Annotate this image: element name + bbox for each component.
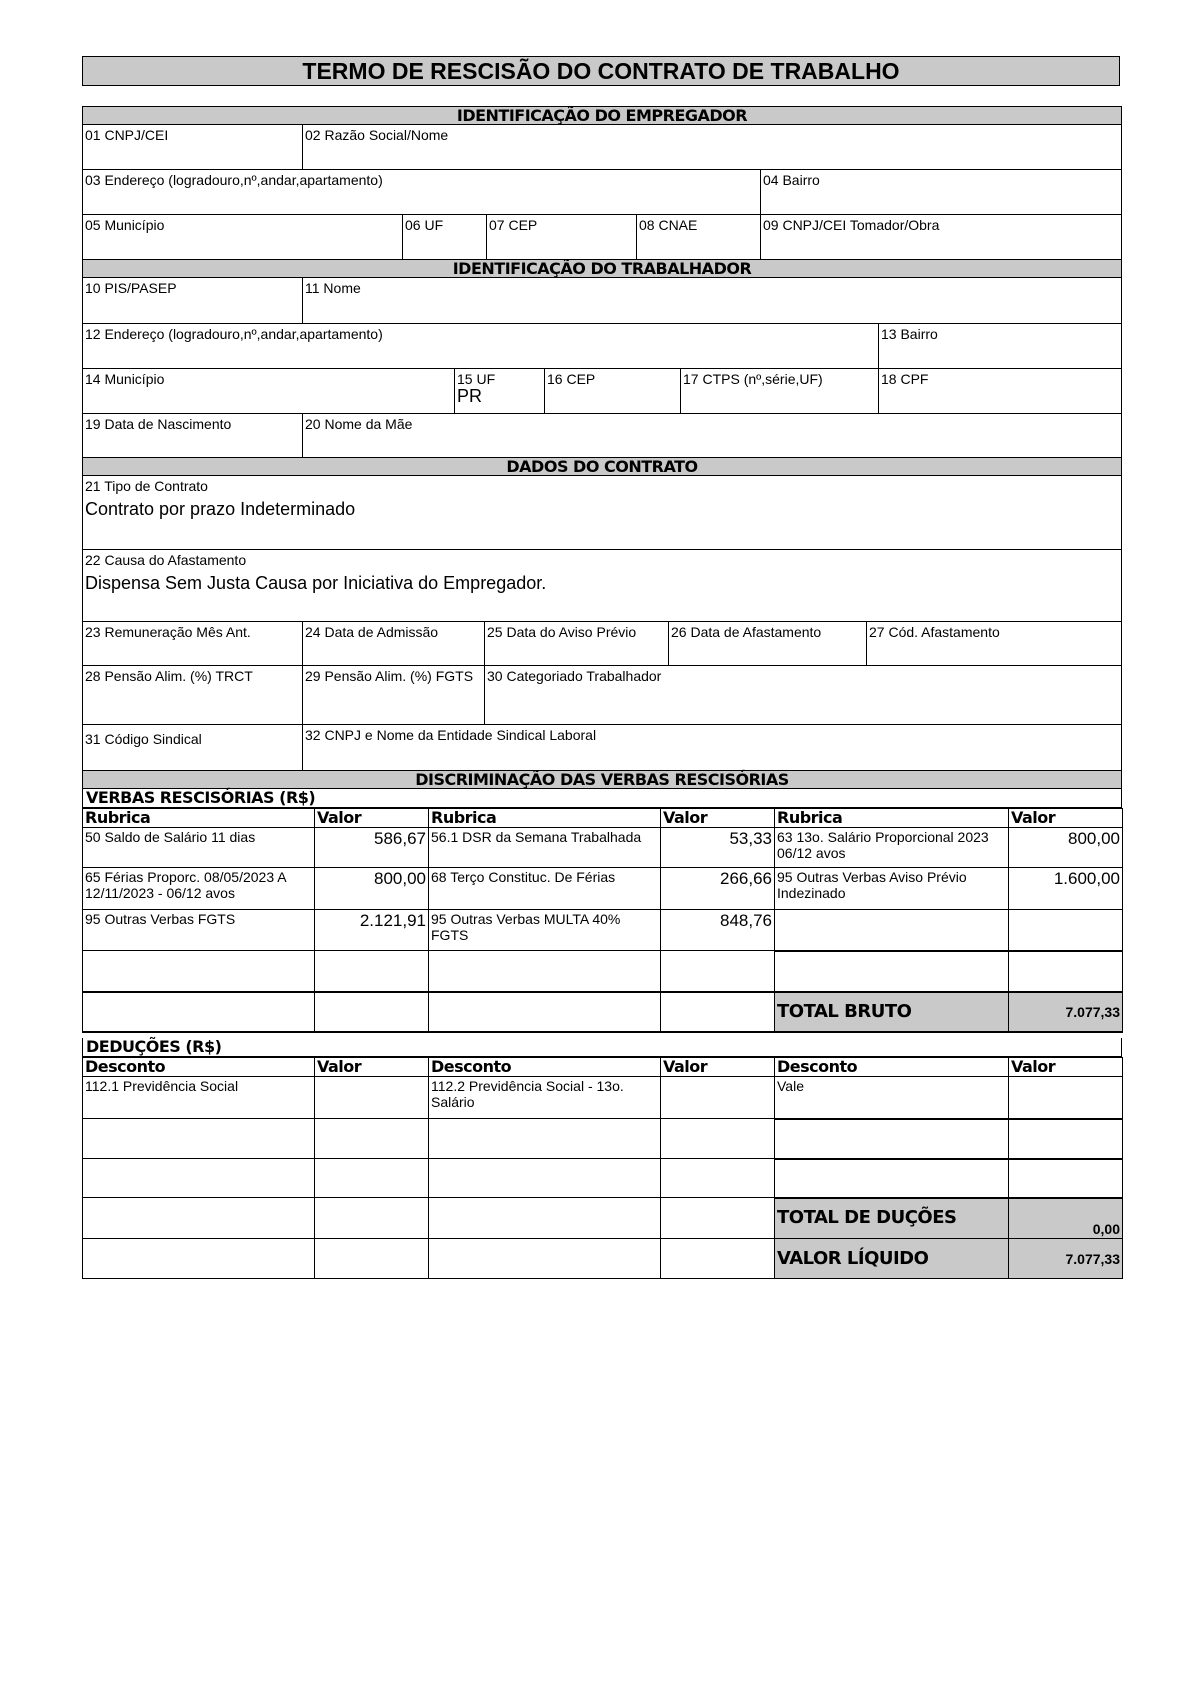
field-ctps: 17 CTPS (nº,série,UF)	[680, 369, 878, 414]
section-header-discriminacao: DISCRIMINAÇÃO DAS VERBAS RESCISÓRIAS	[82, 770, 1122, 789]
field-endereco-trabalhador: 12 Endereço (logradouro,nº,andar,apartamento)	[82, 324, 878, 369]
col-header-desconto: Desconto	[775, 1058, 1009, 1077]
section-header-contrato: DADOS DO CONTRATO	[82, 457, 1122, 476]
total-deducoes-value: 0,00	[1009, 1198, 1123, 1239]
col-header-desconto: Desconto	[429, 1058, 661, 1077]
desconto-cell: 112.2 Previdência Social - 13o. Salário	[429, 1077, 661, 1119]
rubrica-cell: 68 Terço Constituc. De Férias	[429, 868, 661, 910]
field-endereco-empregador: 03 Endereço (logradouro,nº,andar,apartamento)	[82, 170, 760, 215]
valor-liquido-label: VALOR LÍQUIDO	[777, 1247, 929, 1269]
field-data-nascimento: 19 Data de Nascimento	[82, 414, 302, 458]
section-header-empregador: IDENTIFICAÇÃO DO EMPREGADOR	[82, 106, 1122, 125]
table-row	[83, 1239, 1123, 1279]
valor-cell: 266,66	[661, 868, 775, 910]
total-bruto-value: 7.077,33	[1009, 992, 1123, 1032]
rubrica-cell: 95 Outras Verbas FGTS	[83, 910, 315, 951]
field-causa-afastamento: 22 Causa do Afastamento Dispensa Sem Justa Causa por Iniciativa do Empregador.	[82, 550, 1122, 622]
uf-value: PR	[457, 386, 483, 406]
table-row	[83, 910, 1123, 951]
table-row	[83, 1159, 1123, 1198]
field-cpf: 18 CPF	[878, 369, 1122, 414]
field-entidade-sindical: 32 CNPJ e Nome da Entidade Sindical Laboral	[302, 725, 1122, 771]
col-header-rubrica: Rubrica	[429, 809, 661, 828]
col-header-valor: Valor	[661, 809, 775, 828]
valor-cell: 586,67	[315, 828, 429, 868]
valor-cell: 848,76	[661, 910, 775, 951]
field-uf-empregador: 06 UF	[402, 215, 486, 260]
col-header-valor: Valor	[315, 1058, 429, 1077]
col-header-rubrica: Rubrica	[775, 809, 1009, 828]
causa-afastamento-value: Dispensa Sem Justa Causa por Iniciativa do Empregador.	[85, 573, 547, 593]
table-row	[83, 951, 1123, 992]
table-row	[83, 1077, 1123, 1119]
deducoes-table	[82, 1057, 1123, 1279]
table-row	[83, 992, 1123, 1032]
field-bairro-empregador: 04 Bairro	[760, 170, 1122, 215]
field-remuneracao: 23 Remuneração Mês Ant.	[82, 622, 302, 666]
field-pensao-fgts: 29 Pensão Alim. (%) FGTS	[302, 666, 484, 725]
rubrica-cell: 50 Saldo de Salário 11 dias	[83, 828, 315, 868]
field-uf-trabalhador: 15 UF PR	[454, 369, 544, 414]
valor-cell	[1009, 910, 1123, 951]
col-header-valor: Valor	[315, 809, 429, 828]
valor-liquido-value: 7.077,33	[1009, 1239, 1123, 1279]
field-data-afastamento: 26 Data de Afastamento	[668, 622, 866, 666]
deducoes-heading: DEDUÇÕES (R$)	[82, 1038, 1122, 1057]
table-row	[83, 1198, 1123, 1239]
valor-cell: 2.121,91	[315, 910, 429, 951]
field-cnpj-cei: 01 CNPJ/CEI	[82, 125, 302, 170]
valor-cell	[661, 1077, 775, 1119]
field-pensao-trct: 28 Pensão Alim. (%) TRCT	[82, 666, 302, 725]
field-cnae: 08 CNAE	[636, 215, 760, 260]
valor-cell: 800,00	[1009, 828, 1123, 868]
field-data-aviso: 25 Data do Aviso Prévio	[484, 622, 668, 666]
valor-cell: 53,33	[661, 828, 775, 868]
field-pis-pasep: 10 PIS/PASEP	[82, 278, 302, 324]
col-header-valor: Valor	[1009, 1058, 1123, 1077]
desconto-cell: 112.1 Previdência Social	[83, 1077, 315, 1119]
rubrica-cell: 95 Outras Verbas MULTA 40% FGTS	[429, 910, 661, 951]
field-cep-trabalhador: 16 CEP	[544, 369, 680, 414]
valor-cell	[1009, 1077, 1123, 1119]
valor-cell: 1.600,00	[1009, 868, 1123, 910]
field-nome-trabalhador: 11 Nome	[302, 278, 1122, 324]
total-bruto-label: TOTAL BRUTO	[777, 1000, 912, 1022]
verbas-heading: VERBAS RESCISÓRIAS (R$)	[82, 789, 1122, 808]
field-categoria: 30 Categoriado Trabalhador	[484, 666, 1122, 725]
col-header-rubrica: Rubrica	[83, 809, 315, 828]
field-bairro-trabalhador: 13 Bairro	[878, 324, 1122, 369]
table-row	[83, 1119, 1123, 1159]
table-row	[83, 828, 1123, 868]
field-cep-empregador: 07 CEP	[486, 215, 636, 260]
rubrica-cell	[775, 910, 1009, 951]
rubrica-cell: 65 Férias Proporc. 08/05/2023 A 12/11/2023 - 06/12 avos	[83, 868, 315, 910]
field-nome-mae: 20 Nome da Mãe	[302, 414, 1122, 458]
col-header-valor: Valor	[1009, 809, 1123, 828]
valor-cell: 800,00	[315, 868, 429, 910]
rubrica-cell: 63 13o. Salário Proporcional 2023 06/12 avos	[775, 828, 1009, 868]
valor-cell	[315, 1077, 429, 1119]
rubrica-cell: 56.1 DSR da Semana Trabalhada	[429, 828, 661, 868]
total-deducoes-label: TOTAL DE DUÇÕES	[777, 1207, 957, 1229]
field-codigo-sindical: 31 Código Sindical	[82, 725, 302, 771]
rubrica-cell: 95 Outras Verbas Aviso Prévio Indezinado	[775, 868, 1009, 910]
table-row	[83, 868, 1123, 910]
field-data-admissao: 24 Data de Admissão	[302, 622, 484, 666]
field-cnpj-tomador: 09 CNPJ/CEI Tomador/Obra	[760, 215, 1122, 260]
field-razao-social: 02 Razão Social/Nome	[302, 125, 1122, 170]
section-header-trabalhador: IDENTIFICAÇÃO DO TRABALHADOR	[82, 259, 1122, 278]
verbas-table	[82, 808, 1123, 1033]
document-title: TERMO DE RESCISÃO DO CONTRATO DE TRABALHO	[82, 56, 1120, 86]
col-header-valor: Valor	[661, 1058, 775, 1077]
tipo-contrato-value: Contrato por prazo Indeterminado	[85, 499, 356, 519]
desconto-cell: Vale	[775, 1077, 1009, 1119]
field-municipio-trabalhador: 14 Município	[82, 369, 454, 414]
field-cod-afastamento: 27 Cód. Afastamento	[866, 622, 1122, 666]
col-header-desconto: Desconto	[83, 1058, 315, 1077]
field-tipo-contrato: 21 Tipo de Contrato Contrato por prazo Indeterminado	[82, 476, 1122, 550]
field-municipio-empregador: 05 Município	[82, 215, 402, 260]
